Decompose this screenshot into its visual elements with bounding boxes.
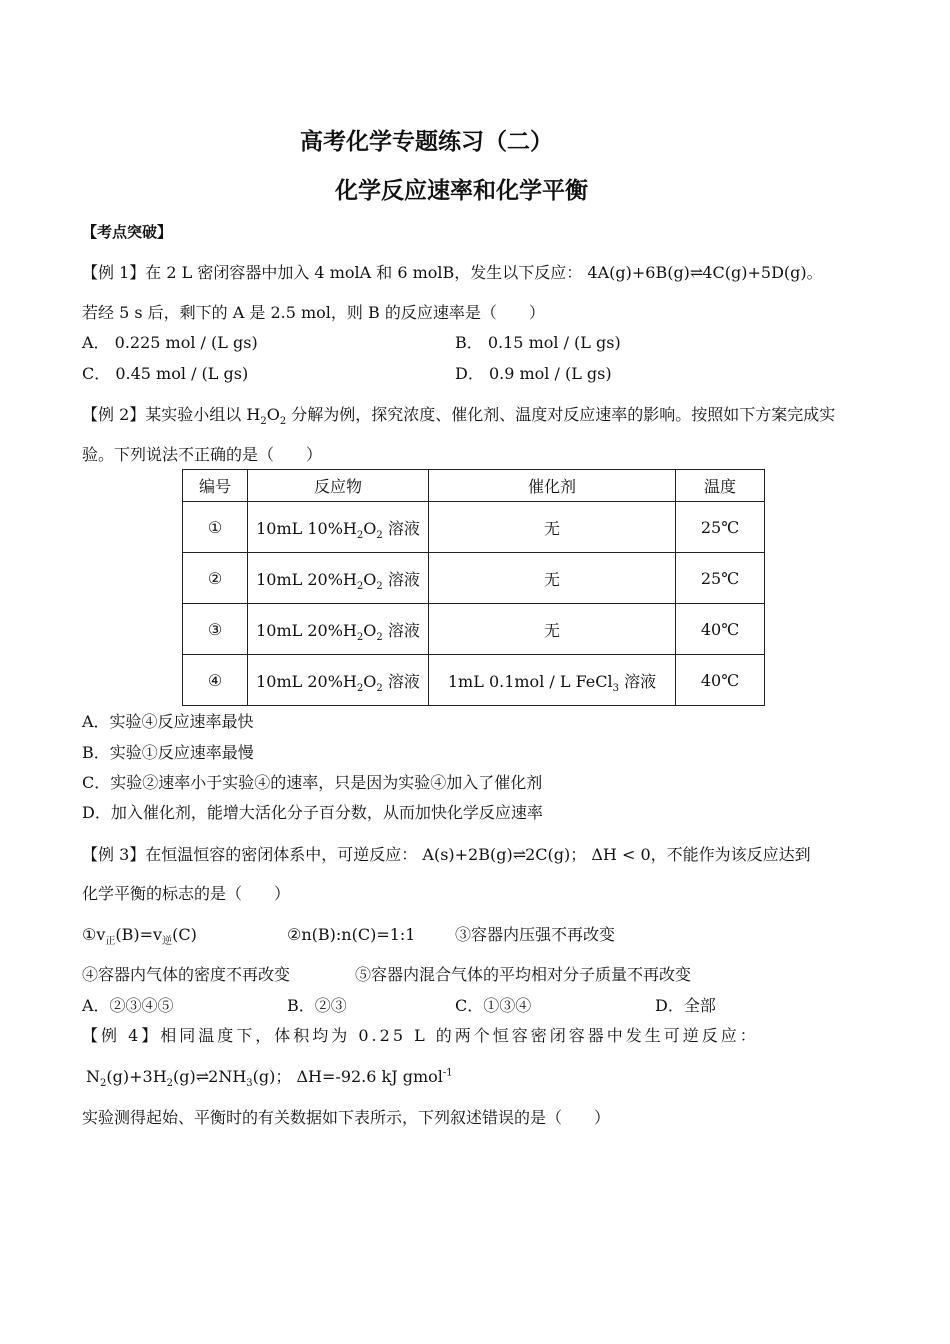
ex2-option-a: A．实验④反应速率最快 [82, 712, 254, 731]
ex2-line2: 验。下列说法不正确的是（ ） [82, 445, 323, 464]
ex1-option-d: D． 0.9 mol / (L gs) [455, 364, 612, 383]
ex2-line1: 【例 2】某实验小组以 $H_2O_2$ 分解为例，探究浓度、催化剂、温度对反应速率的影响。按照如下方案完成实 [82, 405, 836, 428]
col-header-temp: 温度 [676, 470, 765, 502]
ex3-item-1: $①v_正(B)=v_逆(C)$ [82, 925, 197, 948]
table-header-row [183, 470, 765, 502]
equilibrium-arrow-icon: ⇌ [195, 1067, 209, 1086]
title-main: 高考化学专题练习（二） [300, 128, 553, 155]
ex2-option-d: D．加入催化剂，能增大活化分子百分数，从而加快化学反应速率 [82, 803, 543, 822]
col-header-catalyst: 催化剂 [429, 470, 676, 502]
ex1-equation-right: 4C(g)+5D(g)。 [702, 263, 823, 282]
section-label: 【考点突破】 [82, 223, 173, 241]
ex1-equation-left: 4A(g)+6B(g) [587, 263, 690, 282]
ex1-option-b: B． 0.15 mol / (L gs) [455, 333, 621, 352]
ex2-tag: 【例 2】 [82, 405, 146, 424]
ex3-item-4: ④容器内气体的密度不再改变 [82, 965, 291, 984]
ex1-option-a: A． 0.225 mol / (L gs) [82, 333, 258, 352]
col-header-no: 编号 [183, 470, 248, 502]
ex1-line1 [82, 263, 823, 283]
ex4-equation: $N_2(g)+3H_2(g)\rightleftharpoons 2NH_3(g)$； ΔH=-92.6 kJ gmol$^{-1}$ [86, 1067, 453, 1090]
ex2-option-b: B．实验①反应速率最慢 [82, 743, 254, 762]
table-row: ② 10mL $20\%H_2O_2$ 溶液 无 25℃ [183, 553, 765, 604]
ex3-tag: 【例 3】 [82, 845, 146, 864]
ex3-item-2: ②n(B):n(C)=1:1 [287, 925, 416, 944]
ex3-line2: 化学平衡的标志的是（ ） [82, 884, 291, 903]
ex1-stem1: 在 2 L 密闭容器中加入 4 molA 和 6 molB，发生以下反应： [145, 263, 583, 282]
ex2-option-c: C．实验②速率小于实验④的速率，只是因为实验④加入了催化剂 [82, 773, 543, 792]
ex1-tag: 【例 1】 [82, 263, 146, 282]
title-sub: 化学反应速率和化学平衡 [335, 177, 588, 204]
table-row: ① 10mL $10\%H_2O_2$ 溶液 无 25℃ [183, 502, 765, 553]
experiment-table [182, 469, 765, 706]
table-row: ④ 10mL $20\%H_2O_2$ 溶液 1mL 0.1mol / L FeCl$_3$ 溶液 40℃ [183, 655, 765, 706]
equilibrium-arrow-icon: ⇌ [512, 845, 526, 864]
ex3-option-a: A．②③④⑤ [82, 996, 174, 1015]
ex3-option-d: D．全部 [655, 996, 716, 1015]
ex4-tag: 【例 4】 [82, 1026, 161, 1045]
ex4-line1: 【例 4】相同温度下，体积均为 0.25 L 的两个恒容密闭容器中发生可逆反应： [82, 1026, 759, 1045]
ex1-option-c: C． 0.45 mol / (L gs) [82, 364, 249, 383]
ex4-line3: 实验测得起始、平衡时的有关数据如下表所示，下列叙述错误的是（ ） [82, 1108, 611, 1127]
ex3-line1: 【例 3】在恒温恒容的密闭体系中，可逆反应： A(s)+2B(g)⇌2C(g)； ΔH < 0，不能作为该反应达到 [82, 845, 811, 864]
ex1-line2: 若经 5 s 后，剩下的 A 是 2.5 mol，则 B 的反应速率是（ ） [82, 303, 545, 322]
ex3-item-3: ③容器内压强不再改变 [455, 925, 616, 944]
col-header-reactant: 反应物 [248, 470, 429, 502]
ex3-option-c: C．①③④ [455, 996, 532, 1015]
table-row: ③ 10mL $20\%H_2O_2$ 溶液 无 40℃ [183, 604, 765, 655]
ex3-option-b: B．②③ [287, 996, 347, 1015]
equilibrium-arrow-icon: ⇌ [689, 263, 703, 282]
ex3-item-5: ⑤容器内混合气体的平均相对分子质量不再改变 [355, 965, 692, 984]
